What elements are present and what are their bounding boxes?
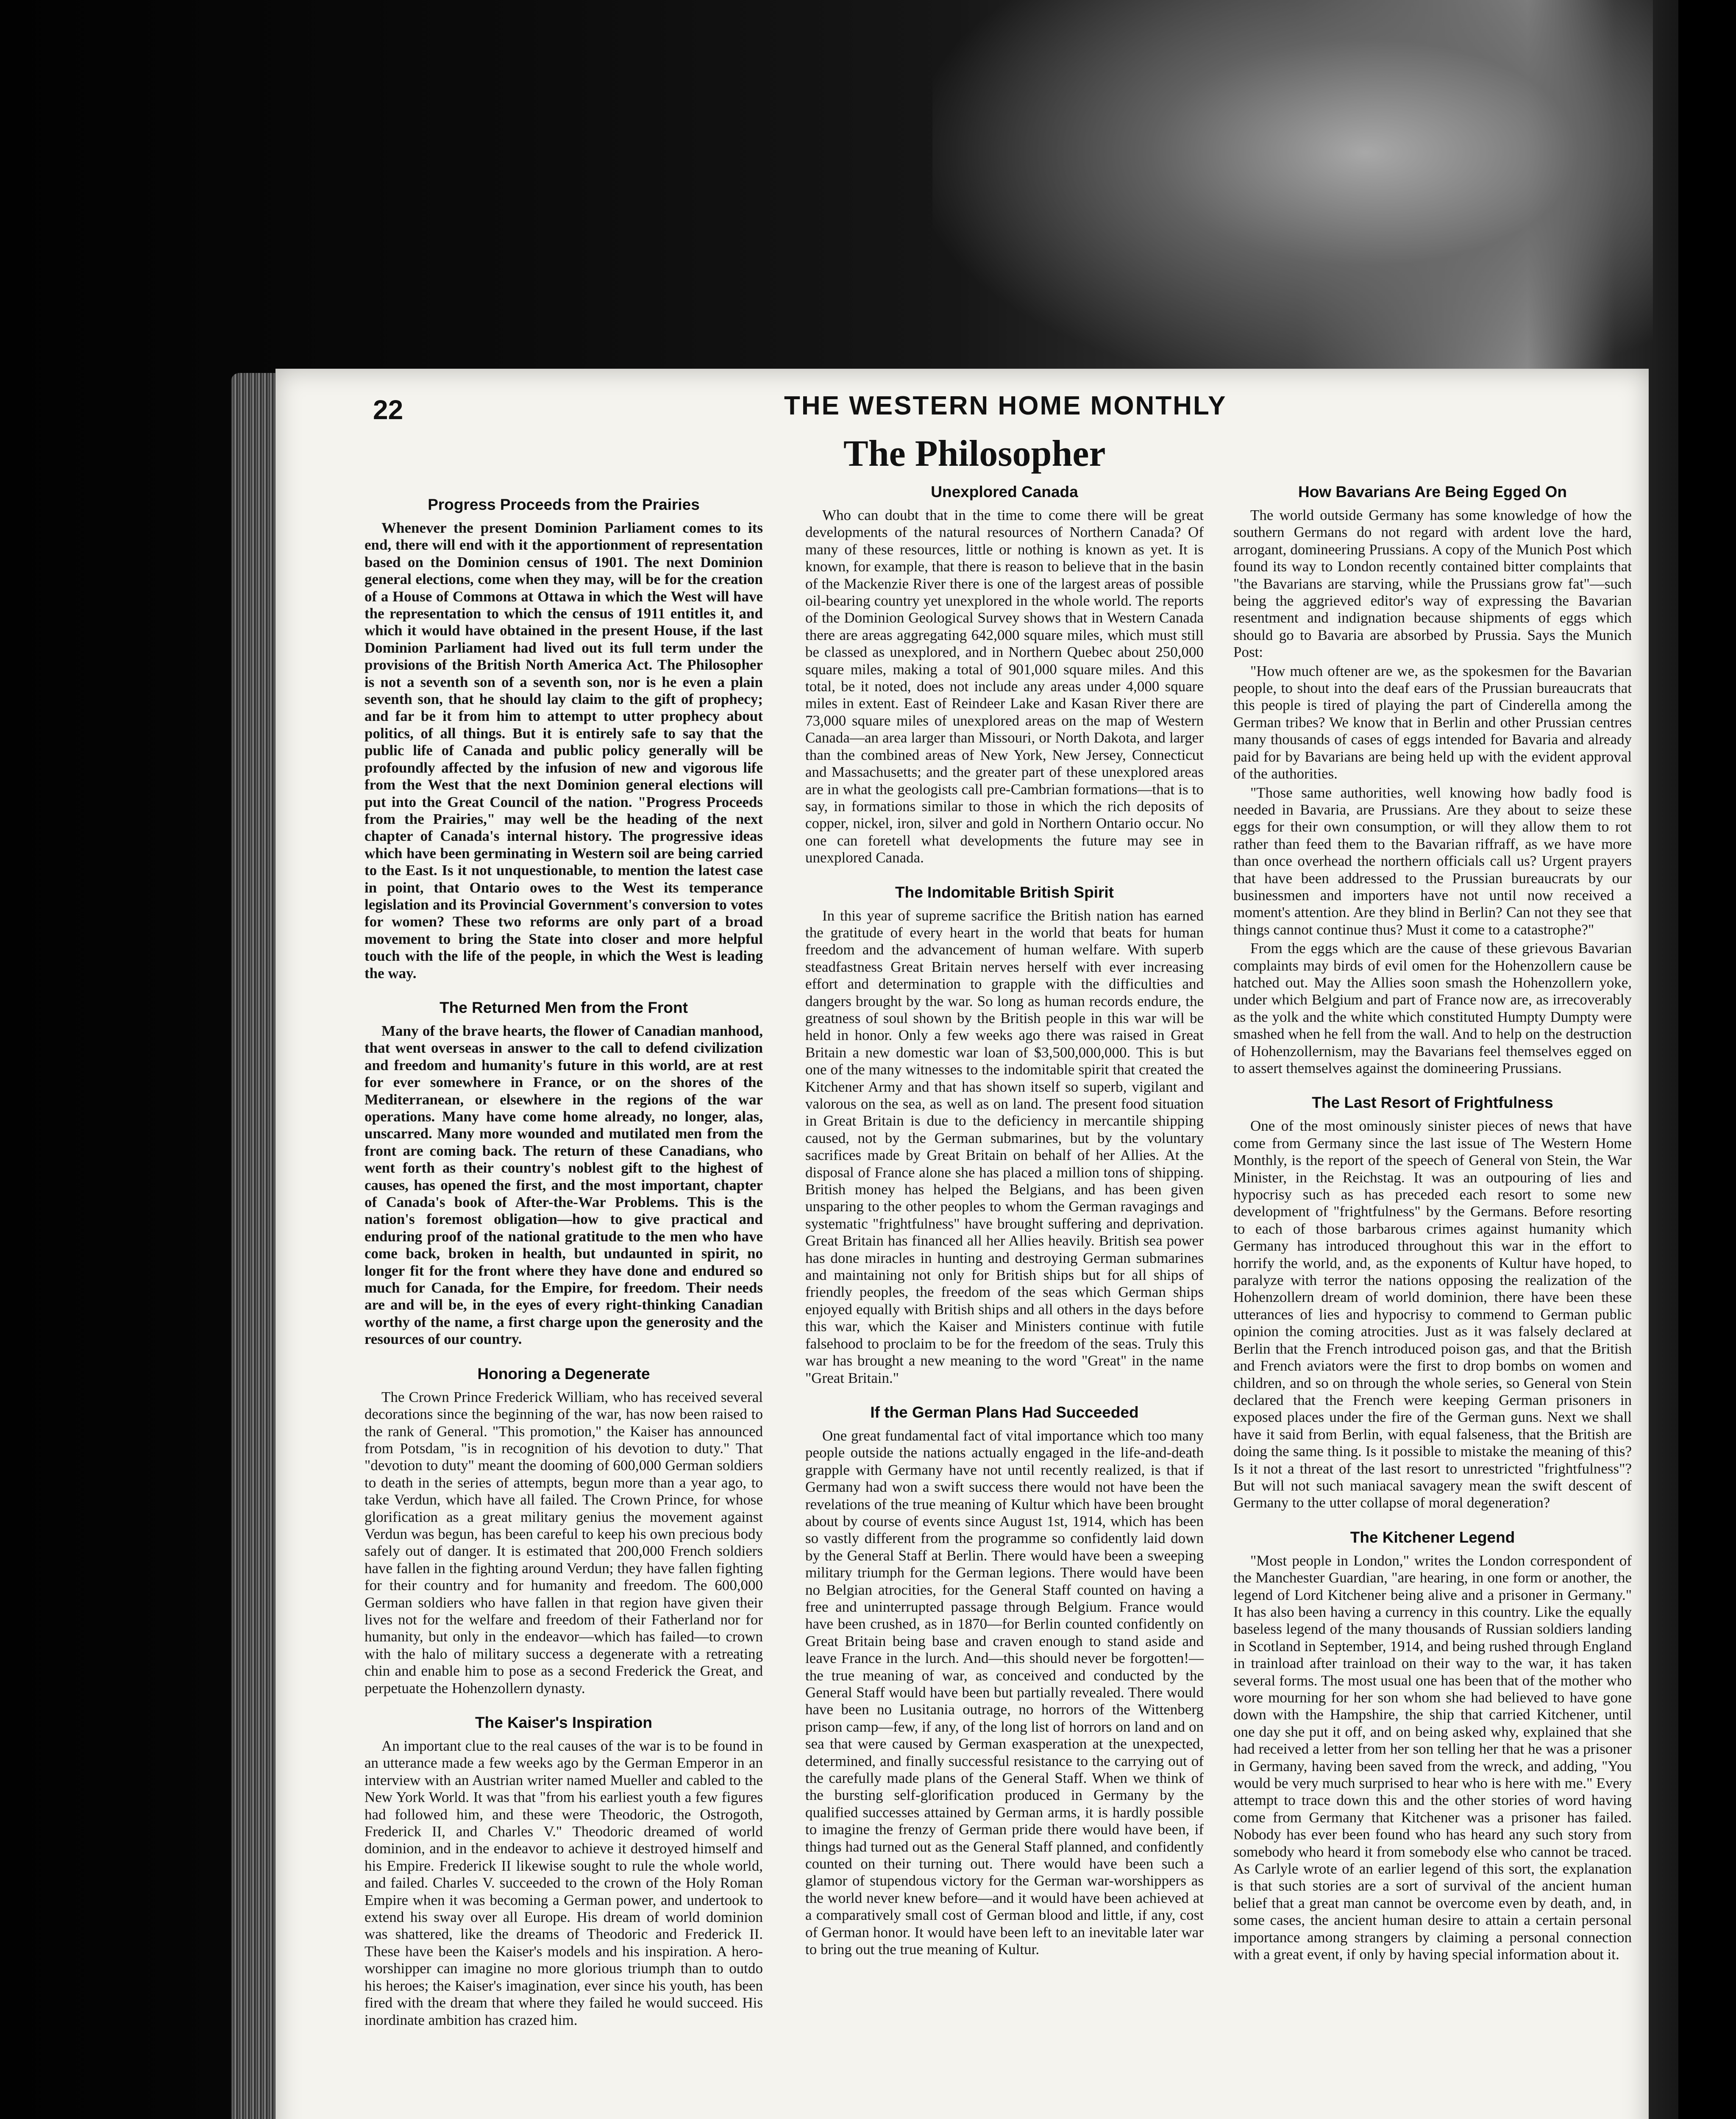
article-paragraph: In this year of supreme sacrifice the British nation has earned the gratitude of every heart in the world that beats for human freedom and the advancement of human welfare. With superb steadfastness Great Britain nerves herself with ever increasing effort and determination to grapple with the difficulties and dangers brought by the war. So long as human records endure, the greatness of soul shown by the British people in this war will be held in honor. Only a few weeks ago there was raised in Great Britain a new domestic war loan of $3,500,000,000. This is but one of the many witnesses to the indomitable spirit that created the Kitchener Army and that has shown itself so superb, vigilant and valorous on the sea, as well as on land. The present food situation in Great Britain is due to the deficiency in mercantile shipping caused, not by the German submarines, but by the voluntary sacrifices made by Great Britain on behalf of her Allies. At the disposal of France alone she has placed a million tons of shipping. British money has helped the Belgians, and has been given unsparing to the other peoples to whom the German ravagings and systematic "frightfulness" have brought suffering and deprivation. Great Britain has financed all her Allies heavily. British sea power has done miracles in hunting and destroying German submarines and maintaining not only for British ships but for all ships of friendly peoples, the freedom of the seas which German ships enjoyed equally with British ships and all others in the days before this war, which the Kaiser and Ministers continue with futile falsehood to proclaim to be for the freedom of the seas. Truly this war has brought a new meaning to the word "Great" in the name "Great Britain."	[805, 907, 1204, 1386]
article-paragraph: "Those same authorities, well knowing how badly food is needed in Bavaria, are Prussians. Are they about to seize these eggs for their own consumption, or will they allow them to rot rather than feed them to the Bavarian riffraff, as we have more than once overhead the northern officials call us? Urgent prayers that have been addressed to the Prussian bureaucrats by our businessmen and importers have not until now received a moment's attention. Are they blind in Berlin? Can not they see that things cannot continue thus? Must it come to a catastrophe?"	[1233, 784, 1632, 938]
article-paragraph: "How much oftener are we, as the spokesmen for the Bavarian people, to shout into the deaf ears of the Prussian bureaucrats that this people is tired of playing the part of Cinderella among the German tribes? We know that in Berlin and other Prussian centres many thousands of cases of eggs intended for Bavaria and already paid for by Bavarians are being held up with the evident approval of the authorities.	[1233, 662, 1632, 782]
article-british-spirit	[805, 884, 1204, 1387]
article-unexplored-canada	[805, 483, 1204, 867]
article-paragraph: From the eggs which are the cause of these grievous Bavarian complaints may birds of evil omen for the Hohenzollern cause be hatched out. May the Allies soon smash the Hohenzollern yoke, under which Belgium and part of France now are, as irrecoverably as the yolk and the white which constituted Humpty Dumpty were smashed when he fell from the wall. And to help on the destruction of Hohenzollernism, may the Bavarians feel themselves egged on to assert themselves against the domineering Prussians.	[1233, 940, 1632, 1076]
page-title: The Philosopher	[843, 433, 1106, 474]
article-paragraph: The Crown Prince Frederick William, who has received several decorations since the beginning of the war, has now been raised to the rank of General. "This promotion," the Kaiser has announced from Potsdam, "is in recognition of his devotion to duty." That "devotion to duty" meant the dooming of 600,000 German soldiers to death in the series of attempts, begun more than a year ago, to take Verdun, which have all failed. The Crown Prince, for whose glorification as a great military genius the movement against Verdun was begun, has been careful to keep his own precious body safely out of danger. It is estimated that 200,000 French soldiers have fallen in the fighting around Verdun; they have fallen fighting for their country and for humanity and freedom. The 600,000 German soldiers who have fallen in that region have given their lives not for the welfare and freedom of their Fatherland nor for humanity, but only in the endeavor—which has failed—to crown with the halo of military success a degenerate with a retreating chin and enable him to pose as a second Frederick the Great, and perpetuate the Hohenzollern dynasty.	[364, 1388, 763, 1696]
article-paragraph: Who can doubt that in the time to come there will be great developments of the natural resources of Northern Canada? Of many of these resources, little or nothing is known as yet. It is known, for example, that there is reason to believe that in the basin of the Mackenzie River there is one of the largest areas of possible oil-bearing country yet unexplored in the whole world. The reports of the Dominion Geological Survey shows that in Western Canada there are areas aggregating 642,000 square miles, which must still be classed as unexplored, and in Northern Quebec about 250,000 square miles, making a total of 901,000 square miles. And this total, be it noted, does not include any areas under 4,000 square miles in extent. East of Reindeer Lake and Kasan River there are 73,000 square miles of unexplored areas on the map of Western Canada—an area larger than Missouri, or North Dakota, and larger than the combined areas of New York, New Jersey, Connecticut and Massachusetts; and the greater part of these unexplored areas are in what the geologists call pre-Cambrian formations—that is to say, in formations similar to those in which the rich deposits of copper, nickel, iron, silver and gold in Northern Ontario occur. No one can foretell what developments the future may see in unexplored Canada.	[805, 507, 1204, 866]
article-progress-prairies	[364, 496, 763, 982]
article-heading: Honoring a Degenerate	[477, 1365, 650, 1382]
article-paragraph: Whenever the present Dominion Parliament comes to its end, there will end with it the apportionment of representation based on the Dominion census of 1901. The next Dominion general elections, come when they may, will be for the creation of a House of Commons at Ottawa in which the West will have the representation to which the census of 1911 entitles it, and which it would have obtained in the present House, if the last Dominion Parliament had lived out its full term under the provisions of the British North America Act. The Philosopher is not a seventh son of a seventh son, nor is he even a plain seventh son, that he should lay claim to the gift of prophecy; and far be it from him to attempt to utter prophecy about politics, of all things. But it is entirely safe to say that the public life of Canada and public policy generally will be profoundly affected by the infusion of new and vigorous life from the West that the next Dominion general elections will put into the Great Council of the nation. "Progress Proceeds from the Prairies," may well be the heading of the next chapter of Canada's internal history. The progressive ideas which have been germinating in Western soil are being carried to the East. Is it not unquestionable, to mention the latest case in point, that Ontario owes to the West its temperance legislation and its Provincial Government's conversion to votes for women? These two reforms are only part of a broad movement to bring the State into closer and more helpful touch with the life of the people, in which the West is leading the way.	[364, 520, 763, 982]
article-paragraph: Many of the brave hearts, the flower of Canadian manhood, that went overseas in answer to the call to defend civilization and freedom and humanity's future in this world, are at rest for ever somewhere in France, or on the shores of the Mediterranean, or elsewhere in the regions of the war operations. Many have come home already, no longer, alas, unscarred. Many more wounded and mutilated men from the front are coming back. The return of these Canadians, who went forth as their country's noblest gift to the highest of causes, has opened the first, and the most important, chapter of Canada's book of After-the-War Problems. This is the nation's foremost obligation—how to give practical and enduring proof of the national gratitude to the men who have come back, broken in health, but undaunted in spirit, no longer fit for the front where they have done and endured so much for Canada, for the Empire, for freedom. Their needs are and will be, in the eyes of every right-thinking Canadian worthy of the name, a first charge upon the generosity and the resources of our country.	[364, 1022, 763, 1348]
article-heading: The Last Resort of Frightfulness	[1312, 1094, 1553, 1112]
article-paragraph: An important clue to the real causes of the war is to be found in an utterance made a few weeks ago by the German Emperor in an interview with an Austrian writer named Mueller and cabled to the New York World. It was that "from his earliest youth a few figures had followed him, and these were Theodoric, the Ostrogoth, Frederick II, and Charles V." Theodoric dreamed of world dominion, and in the endeavor to achieve it destroyed himself and his Empire. Frederick II likewise sought to rule the whole world, and failed. Charles V. succeeded to the crown of the Holy Roman Empire when it was becoming a German power, and undertook to extend his sway over all Europe. His dream of world dominion was shattered, like the dreams of Theodoric and Frederick II. These have been the Kaiser's models and his inspiration. A hero-worshipper can imagine no more glorious triumph than to outdo his heroes; the Kaiser's imagination, ever since his youth, has been fired with the dream that where they failed he would succeed. His inordinate ambition has crazed him.	[364, 1738, 763, 2028]
article-heading: The Kitchener Legend	[1350, 1528, 1515, 1546]
article-paragraph: One of the most ominously sinister pieces of news that have come from Germany since the last issue of The Western Home Monthly, is the report of the speech of General von Stein, the War Minister, in the Reichstag. It was an outpouring of lies and hypocrisy such as has preceded each resort to some new development of "frightfulness" by the Germans. Before resorting to each of those barbarous crimes against humanity which Germany has introduced throughout this war in the effort to horrify the world, and, as the exponents of Kultur have hoped, to paralyze with terror the nations opposing the realization of the Hohenzollern dream of world dominion, there have been these utterances of lies and hypocrisy to commend to German public opinion the coming atrocities. Just as it was falsely declared at Berlin that the French introduced poison gas, and that the British and French aviators were the first to drop bombs on women and children, and so on through the whole series, so General von Stein declared that the French were keeping German prisoners in exposed places under the fire of the German guns. Next we shall have it said from Berlin, with equal falseness, that the British are doing the same thing. Is it possible to mistake the meaning of this? Is it not a threat of the last resort to unrestricted "frightfulness"? But will not such maniacal savagery mean the swift descent of Germany to the utter collapse of moral degeneration?	[1233, 1118, 1632, 1511]
article-heading: The Indomitable British Spirit	[895, 883, 1114, 901]
article-honoring-degenerate	[364, 1365, 763, 1697]
article-returned-men	[364, 999, 763, 1348]
article-german-plans	[805, 1404, 1204, 1958]
article-paragraph: "Most people in London," writes the London correspondent of the Manchester Guardian, "are hearing, in one form or another, the legend of Lord Kitchener being alive and a prisoner in Germany." It has also been having a currency in this country. Like the equally baseless legend of the many thousands of Russian soldiers landing in Scotland in September, 1914, and being rushed through England in trainload after trainload on their way to the war, it has taken several forms. The most usual one has been that of the mother who wore mourning for her son whom she had believed to have gone down with the Hampshire, the ship that carried Kitchener, until one day she put it off, and on being asked why, explained that she had received a letter from her son telling her that he was a prisoner in Germany, having been saved from the wreck, and adding, "You would be very much surprised to hear who is here with me." Every attempt to trace down this and the other stories of word having come from Germany that Kitchener was a prisoner has failed. Nobody has ever been found who has heard any such story from somebody who heard it from somebody else who cannot be traced. As Carlyle wrote of an earlier legend of this sort, the explanation is that such stories are a sort of survival of the ancient human belief that a great man cannot be overcome even by death, and, in some cases, the ancient human desire to attain a certain personal importance among strangers by claiming a personal connection with a great event, if only by having special information about it.	[1233, 1552, 1632, 1963]
article-kitchener-legend	[1233, 1529, 1632, 1963]
article-heading: The Returned Men from the Front	[440, 998, 688, 1016]
scan-glare	[932, 0, 1653, 381]
article-heading: Unexplored Canada	[931, 483, 1078, 501]
article-heading: Progress Proceeds from the Prairies	[428, 496, 700, 513]
column-left	[364, 496, 763, 2046]
page-number: 22	[373, 395, 403, 425]
book-page-edges	[231, 373, 278, 2119]
article-kaisers-inspiration	[364, 1714, 763, 2029]
article-paragraph: The world outside Germany has some knowledge of how the southern Germans do not regard with ardent love the hard, arrogant, domineering Prussians. A copy of the Munich Post which found its way to London recently contained bitter complaints that "the Bavarians are starving, while the Prussians grow fat"—such being the aggrieved editor's way of expressing the Bavarian resentment and indignation because shipments of eggs which should go to Bavaria are absorbed by Prussia. Says the Munich Post:	[1233, 507, 1632, 661]
article-last-resort-frightfulness	[1233, 1094, 1632, 1511]
scan-border-right	[1678, 0, 1736, 2119]
article-bavarians-egged-on	[1233, 483, 1632, 1077]
column-middle	[805, 483, 1204, 1975]
magazine-page	[275, 369, 1649, 2119]
article-paragraph: One great fundamental fact of vital importance which too many people outside the nations actually engaged in the life-and-death grapple with Germany have not until recently realized, is that if Germany had won a swift success there would not have been the revelations of the true meaning of Kultur which have been brought about by course of events since August 1st, 1914, which has been so vastly different from the programme so confidently laid down by the General Staff at Berlin. There would have been a sweeping military triumph for the German legions. There would have been no Belgian atrocities, for the General Staff counted on having a free and uninterrupted passage through Belgium. France would have been crushed, as in 1870—for Berlin counted confidently on Great Britain being base and craven enough to stand aside and leave France in the lurch. And—this should never be forgotten!—the true meaning of war, as conceived and conducted by the General Staff would have been but partially revealed. There would have been no Lusitania outrage, no horrors of the Wittenberg prison camp—few, if any, of the long list of horrors on land and on sea that were caused by German exasperation at the unexpected, determined, and finally successful resistance to the carrying out of the carefully made plans of the General Staff. When we think of the bursting self-glorification produced in Germany by the qualified successes attained by German arms, it is hardly possible to imagine the frenzy of German pride there would have been, if things had turned out as the General Staff planned, and confidently counted on their turning out. There would have been such a glamor of stupendous victory for the German war-worshippers as the world never knew before—and it would have been achieved at a comparatively small cost of German blood and little, if any, cost of German honor. It would have been left to an inevitable later war to bring out the true meaning of Kultur.	[805, 1427, 1204, 1958]
article-heading: How Bavarians Are Being Egged On	[1298, 483, 1567, 501]
masthead: THE WESTERN HOME MONTHLY	[784, 391, 1227, 420]
article-heading: The Kaiser's Inspiration	[475, 1714, 652, 1731]
article-heading: If the German Plans Had Succeeded	[870, 1403, 1139, 1421]
column-right	[1233, 483, 1632, 1980]
